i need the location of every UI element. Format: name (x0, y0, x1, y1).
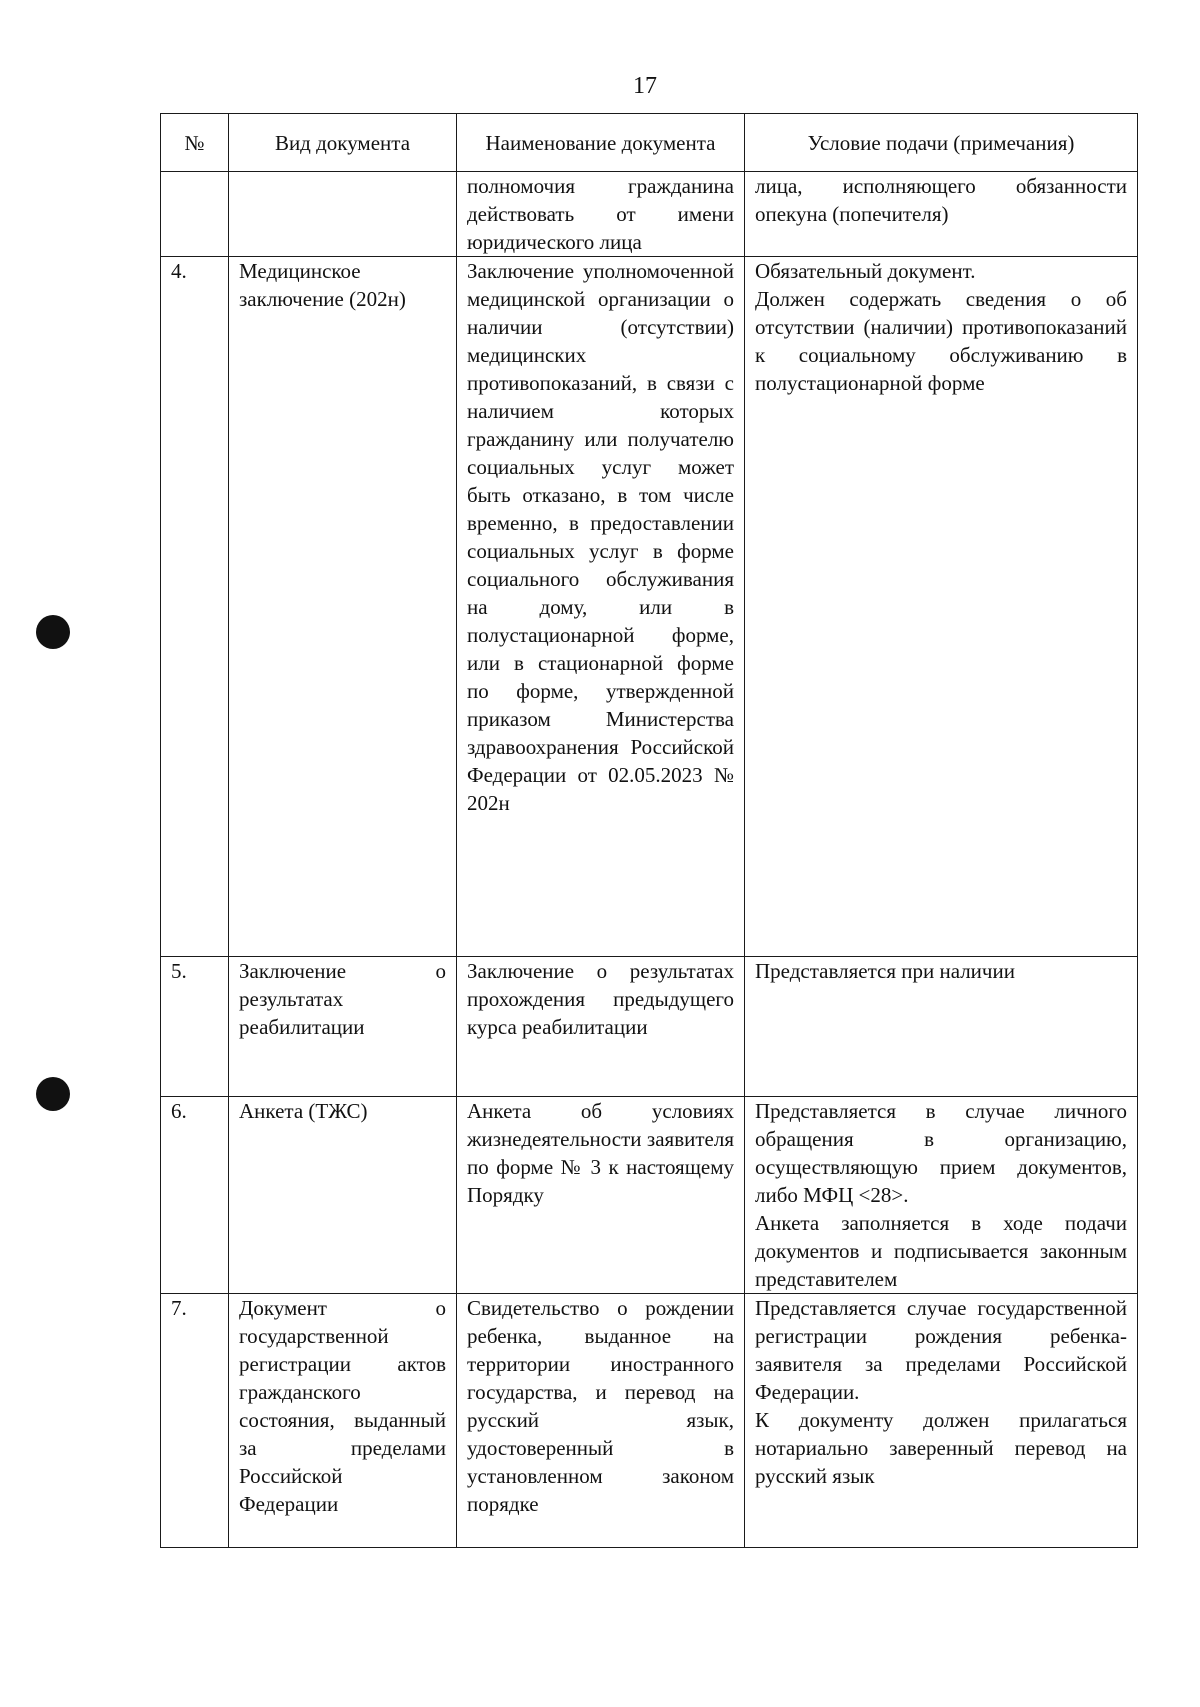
page-number: 17 (633, 73, 657, 99)
row-condition (745, 172, 1138, 257)
row-condition (745, 1294, 1138, 1548)
condition-line: Анкета заполняется в ходе подачи документов и подписывается законным представителем (755, 1211, 1127, 1291)
row-doc-name: Заключение уполномоченной медицинской организации о наличии (отсутствии) медицинских противопоказаний, в связи с наличием которых гражданину или получателю социальных услуг может быть отказано, в том числе временно, в предоставлении социальных услуг в форме социального обслуживания на дому, или в полустационарной форме, или в стационарной форме по форме, утвержденной приказом Министерства здравоохранения Российской Федерации от 02.05.2023 № 202н (457, 257, 745, 957)
condition-line: Обязательный документ. (755, 259, 976, 283)
condition-line: Представляется при наличии (755, 959, 1015, 983)
table-row (161, 172, 1138, 257)
table-row (161, 257, 1138, 957)
table-row (161, 1097, 1138, 1294)
row-doc-type: Медицинское заключение (202н) (229, 257, 457, 957)
header-number: № (161, 114, 229, 172)
punch-hole-mark (36, 1077, 70, 1111)
table-row (161, 957, 1138, 1097)
condition-line: Должен содержать сведения о об отсутствии (наличии) противопоказаний к социальному обслуживанию в полустационарной форме (755, 287, 1127, 395)
row-doc-name: Заключение о результатах прохождения предыдущего курса реабилитации (457, 957, 745, 1097)
documents-table (160, 113, 1138, 1548)
header-condition: Условие подачи (примечания) (745, 114, 1138, 172)
row-doc-name: полномочия гражданина действовать от имени юридического лица (457, 172, 745, 257)
row-condition (745, 257, 1138, 957)
row-doc-type: Документ о государственной регистрации актов гражданского состояния, выданный за пределами Российской Федерации (229, 1294, 457, 1548)
row-doc-name: Анкета об условиях жизнедеятельности заявителя по форме № 3 к настоящему Порядку (457, 1097, 745, 1294)
table-header-row (161, 114, 1138, 172)
row-number: 4. (161, 257, 229, 957)
row-doc-type: Заключение о результатах реабилитации (229, 957, 457, 1097)
row-number (161, 172, 229, 257)
condition-line: К документу должен прилагаться нотариально заверенный перевод на русский язык (755, 1408, 1127, 1488)
row-doc-type: Анкета (ТЖС) (229, 1097, 457, 1294)
punch-hole-mark (36, 615, 70, 649)
header-doc-name: Наименование документа (457, 114, 745, 172)
row-doc-type (229, 172, 457, 257)
row-number: 6. (161, 1097, 229, 1294)
row-number: 5. (161, 957, 229, 1097)
table-row (161, 1294, 1138, 1548)
header-doc-type: Вид документа (229, 114, 457, 172)
row-condition (745, 957, 1138, 1097)
row-doc-name: Свидетельство о рождении ребенка, выданное на территории иностранного государства, и перевод на русский язык, удостоверенный в установленном законом порядке (457, 1294, 745, 1548)
condition-line: Представляется случае государственной регистрации рождения ребенка-заявителя за пределами Российской Федерации. (755, 1296, 1127, 1404)
condition-line: лица, исполняющего обязанности опекуна (попечителя) (755, 174, 1127, 226)
row-number: 7. (161, 1294, 229, 1548)
row-condition (745, 1097, 1138, 1294)
condition-line: Представляется в случае личного обращения в организацию, осуществляющую прием документов, либо МФЦ <28>. (755, 1099, 1127, 1207)
